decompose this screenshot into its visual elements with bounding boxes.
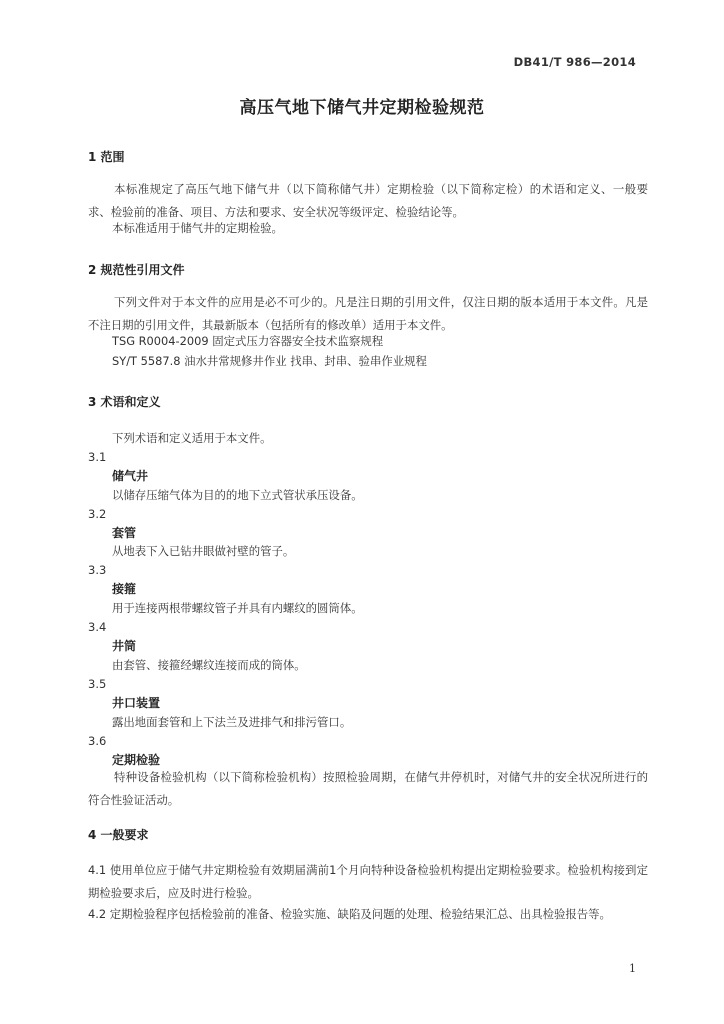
- term-definition: 露出地面套管和上下法兰及进排气和排污管口。: [112, 715, 352, 729]
- section-2-heading: 2 规范性引用文件: [88, 263, 185, 277]
- term-number: 3.5: [88, 677, 107, 691]
- term-definition: 以储存压缩气体为目的的地下立式管状承压设备。: [112, 488, 363, 502]
- term-name: 套管: [112, 526, 137, 540]
- section-1-paragraph-2: 本标准适用于储气井的定期检验。: [112, 221, 283, 235]
- term-definition: 特种设备检验机构（以下简称检验机构）按照检验周期，在储气井停机时，对储气井的安全状况所进行的符合性验证活动。: [88, 770, 648, 807]
- term-definition: 由套管、接箍经螺纹连接而成的筒体。: [112, 658, 306, 672]
- term-number: 3.1: [88, 450, 107, 464]
- term-definition: 从地表下入已钻井眼做衬壁的管子。: [112, 544, 295, 558]
- term-definition: 用于连接两根带螺纹管子并具有内螺纹的圆筒体。: [112, 601, 363, 615]
- term-number: 3.3: [88, 563, 107, 577]
- section-3-intro: 下列术语和定义适用于本文件。: [112, 431, 272, 445]
- term-name: 井筒: [112, 639, 137, 653]
- reference-item: SY/T 5587.8 油水井常规修井作业 找串、封串、验串作业规程: [112, 354, 427, 368]
- requirement-item: 4.2 定期检验程序包括检验前的准备、检验实施、缺陷及问题的处理、检验结果汇总、出具检验报告等。: [88, 907, 611, 921]
- reference-item: TSG R0004-2009 固定式压力容器安全技术监察规程: [112, 334, 384, 348]
- term-name: 接箍: [112, 582, 137, 596]
- term-number: 3.6: [88, 734, 107, 748]
- term-name: 井口装置: [112, 696, 161, 710]
- term-name: 储气井: [112, 469, 149, 483]
- section-3-heading: 3 术语和定义: [88, 395, 161, 409]
- section-1-heading: 1 范围: [88, 150, 125, 164]
- section-4-heading: 4 一般要求: [88, 828, 149, 842]
- section-1-paragraph-1: 本标准规定了高压气地下储气井（以下简称储气井）定期检验（以下简称定检）的术语和定义、一般要求、检验前的准备、项目、方法和要求、安全状况等级评定、检验结论等。: [88, 182, 648, 219]
- requirement-item: 4.1 使用单位应于储气井定期检验有效期届满前1个月向特种设备检验机构提出定期检验要求。检验机构接到定期检验要求后，应及时进行检验。: [88, 863, 648, 900]
- page-number: 1: [629, 962, 636, 975]
- section-2-paragraph-1: 下列文件对于本文件的应用是必不可少的。凡是注日期的引用文件，仅注日期的版本适用于本文件。凡是不注日期的引用文件，其最新版本（包括所有的修改单）适用于本文件。: [88, 295, 648, 332]
- term-number: 3.2: [88, 507, 107, 521]
- document-title: 高压气地下储气井定期检验规范: [239, 98, 485, 118]
- standard-code: DB41/T 986—2014: [513, 55, 636, 69]
- term-name: 定期检验: [112, 753, 161, 767]
- term-number: 3.4: [88, 620, 107, 634]
